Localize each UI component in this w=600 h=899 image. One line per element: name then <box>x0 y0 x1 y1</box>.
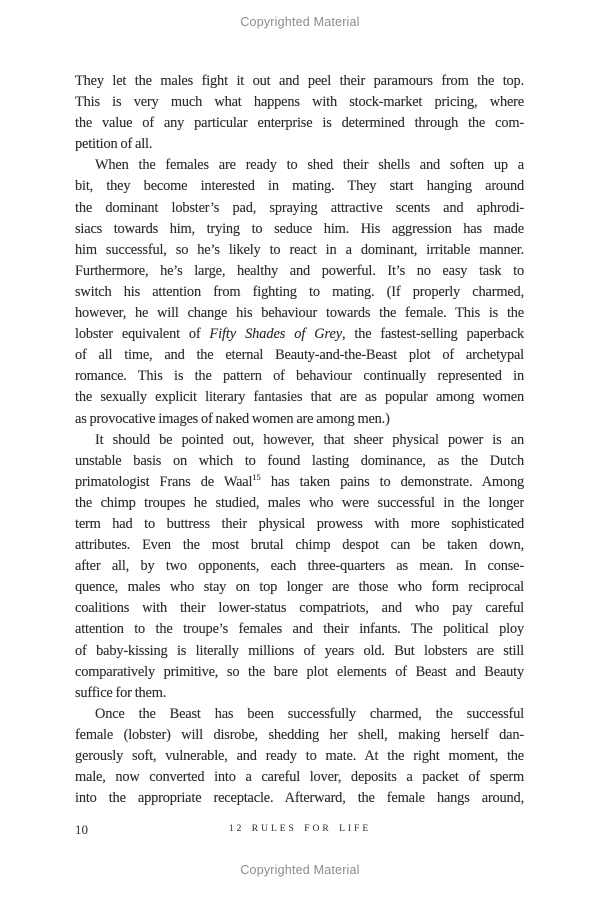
text-line: unstable basis on which to found lasting dominance, as the Dutch <box>75 452 524 469</box>
text-line: quence, males who stay on top longer are those who form reciprocal <box>75 579 524 596</box>
text-line <box>75 324 524 345</box>
page-body-text <box>75 71 524 809</box>
text-line: coalitions with their lower-status compatriots, and who pay careful <box>75 600 524 617</box>
text-segment: primatologist Frans de Waal <box>75 473 253 490</box>
page-number: 10 <box>75 822 88 837</box>
text-line: attention to the troupe’s females and their infants. The political ploy <box>75 621 524 638</box>
text-line: Furthermore, he’s large, healthy and powerful. It’s no easy task to <box>75 262 524 279</box>
footnote-reference: 15 <box>252 471 261 482</box>
text-line: It should be pointed out, however, that sheer physical power is an <box>95 431 524 448</box>
text-line: suffice for them. <box>75 684 167 701</box>
text-line: however, he will change his behaviour towards the female. This is the <box>75 305 524 322</box>
text-line: the dominant lobster’s pad, spraying attractive scents and aphrodi- <box>75 199 524 216</box>
text-line: him successful, so he’s likely to react in a dominant, irritable manner. <box>75 241 524 258</box>
text-line: into the appropriate receptacle. Afterward, the female hangs around, <box>75 790 524 807</box>
text-line: the value of any particular enterprise is determined through the com- <box>75 115 524 132</box>
text-line <box>75 472 524 493</box>
paragraph <box>75 155 524 429</box>
copyright-notice-top: Copyrighted Material <box>240 15 360 29</box>
text-line: of all time, and the eternal Beauty-and-the-Beast plot of archetypal <box>75 347 524 364</box>
text-line: term had to buttress their physical prowess with more sophisticated <box>75 515 524 532</box>
text-line: the sexually explicit literary fantasies that are as popular among women <box>75 389 524 406</box>
paragraph <box>75 71 524 155</box>
text-line: romance. This is the pattern of behaviour continually represented in <box>75 368 524 385</box>
text-line: the chimp troupes he studied, males who were successful in the longer <box>75 494 524 511</box>
text-line: as provocative images of naked women are among men.) <box>75 410 390 427</box>
text-line: male, now converted into a careful lover, deposits a packet of sperm <box>75 769 524 786</box>
text-line: This is very much what happens with stock-market pricing, where <box>75 94 524 111</box>
text-line: of baby-kissing is literally millions of years old. But lobsters are still <box>75 642 524 659</box>
text-line: bit, they become interested in mating. They start hanging around <box>75 178 524 195</box>
text-segment: , the fastest-selling paperback <box>342 326 524 343</box>
text-line: petition of all. <box>75 136 153 153</box>
paragraph <box>75 430 524 704</box>
text-line: comparatively primitive, so the bare plot elements of Beast and Beauty <box>75 663 524 680</box>
text-line: Once the Beast has been successfully charmed, the successful <box>95 705 524 722</box>
text-line: female (lobster) will disrobe, shedding her shell, making herself dan- <box>75 726 524 743</box>
text-line: gerously soft, vulnerable, and ready to mate. At the right moment, the <box>75 748 524 764</box>
text-line: When the females are ready to shed their shells and soften up a <box>95 157 524 174</box>
text-segment: has taken pains to demonstrate. Among <box>260 473 524 490</box>
running-footer-title: 12 RULES FOR LIFE <box>228 824 372 834</box>
paragraph <box>75 704 524 809</box>
text-line: attributes. Even the most brutal chimp despot can be taken down, <box>75 537 524 554</box>
copyright-notice-bottom: Copyrighted Material <box>240 863 360 877</box>
text-line: siacs towards him, trying to seduce him. His aggression has made <box>75 220 524 237</box>
book-title-italic: Fifty Shades of Grey <box>209 326 343 343</box>
text-line: switch his attention from fighting to mating. (If properly charmed, <box>75 283 524 300</box>
text-line: They let the males fight it out and peel their paramours from the top. <box>75 73 524 89</box>
text-line: after all, by two opponents, each three-quarters as mean. In conse- <box>75 558 524 575</box>
text-segment: lobster equivalent of <box>75 326 210 343</box>
